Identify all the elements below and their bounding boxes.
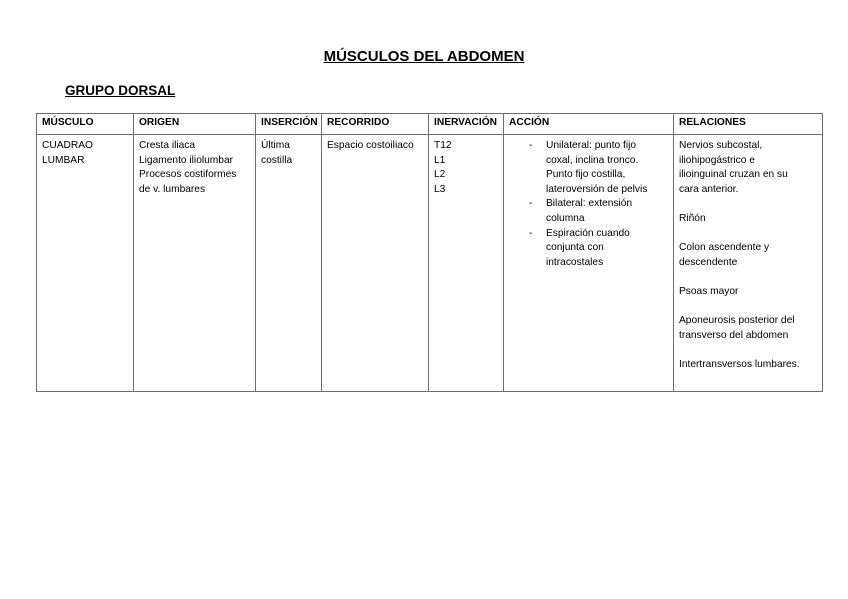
relacion-item bbox=[679, 139, 817, 197]
accion-line: - Espiración cuando bbox=[546, 227, 630, 239]
insercion-line: Última bbox=[261, 140, 290, 151]
relacion-line: descendente bbox=[679, 256, 738, 268]
accion-line: - Bilateral: extensión bbox=[546, 198, 633, 210]
accion-line: - Unilateral: punto fijo bbox=[546, 140, 637, 151]
cell-origen bbox=[134, 135, 256, 392]
relacion-item bbox=[679, 285, 817, 300]
cell-musculo bbox=[37, 135, 134, 392]
cell-relaciones bbox=[674, 135, 823, 392]
relacion-item bbox=[679, 314, 817, 343]
relacion-line: Intertransversos lumbares. bbox=[679, 358, 800, 370]
section-title: GRUPO DORSAL bbox=[65, 83, 176, 98]
accion-line: lateroversión de pelvis bbox=[546, 183, 648, 195]
accion-line: intracostales bbox=[546, 256, 604, 268]
relacion-line: Psoas mayor bbox=[679, 285, 739, 297]
page-title: MÚSCULOS DEL ABDOMEN bbox=[323, 48, 525, 65]
relacion-item bbox=[679, 358, 817, 373]
cell-inervacion bbox=[429, 135, 504, 392]
origen-line: de v. lumbares bbox=[139, 183, 206, 195]
musculo-line: LUMBAR bbox=[42, 154, 85, 166]
header-accion: ACCIÓN bbox=[504, 114, 674, 135]
accion-line: coxal, inclina tronco. bbox=[546, 154, 639, 166]
relacion-line: Nervios subcostal, bbox=[679, 140, 763, 151]
accion-line: Punto fijo costilla, bbox=[546, 169, 626, 181]
accion-item bbox=[509, 139, 668, 197]
cell-accion bbox=[504, 135, 674, 392]
recorrido-line: Espacio costoiliaco bbox=[327, 140, 414, 151]
table-header-row bbox=[37, 114, 823, 135]
musculo-line: CUADRAO bbox=[42, 140, 93, 151]
table-row bbox=[37, 135, 823, 392]
header-inervacion: INERVACIÓN bbox=[429, 114, 504, 135]
accion-list bbox=[509, 139, 668, 270]
accion-item bbox=[509, 197, 668, 226]
accion-line: columna bbox=[546, 212, 585, 224]
relacion-line: Colon ascendente y bbox=[679, 242, 770, 254]
relacion-line: Aponeurosis posterior del bbox=[679, 315, 795, 327]
cell-insercion bbox=[256, 135, 322, 392]
inervacion-line: L3 bbox=[434, 183, 446, 195]
relacion-line: Riñón bbox=[679, 212, 706, 224]
accion-line: conjunta con bbox=[546, 242, 604, 254]
origen-line: Cresta iliaca bbox=[139, 140, 196, 151]
header-origen: ORIGEN bbox=[134, 114, 256, 135]
insercion-line: costilla bbox=[261, 154, 293, 166]
relacion-item bbox=[679, 241, 817, 270]
origen-line: Ligamento iliolumbar bbox=[139, 154, 234, 166]
inervacion-line: T12 bbox=[434, 140, 452, 151]
relacion-line: cara anterior. bbox=[679, 183, 739, 195]
relacion-line: iliohipogástrico e bbox=[679, 154, 755, 166]
header-insercion: INSERCIÓN bbox=[256, 114, 322, 135]
header-recorrido: RECORRIDO bbox=[322, 114, 429, 135]
header-relaciones: RELACIONES bbox=[674, 114, 823, 135]
cell-recorrido bbox=[322, 135, 429, 392]
origen-line: Procesos costiformes bbox=[139, 169, 237, 181]
relacion-line: transverso del abdomen bbox=[679, 329, 789, 341]
accion-item bbox=[509, 227, 668, 271]
relacion-line: ilioinguinal cruzan en su bbox=[679, 169, 788, 181]
header-musculo: MÚSCULO bbox=[37, 114, 134, 135]
inervacion-line: L2 bbox=[434, 169, 446, 181]
muscles-table bbox=[36, 113, 823, 392]
inervacion-line: L1 bbox=[434, 154, 446, 166]
relacion-item bbox=[679, 212, 817, 227]
